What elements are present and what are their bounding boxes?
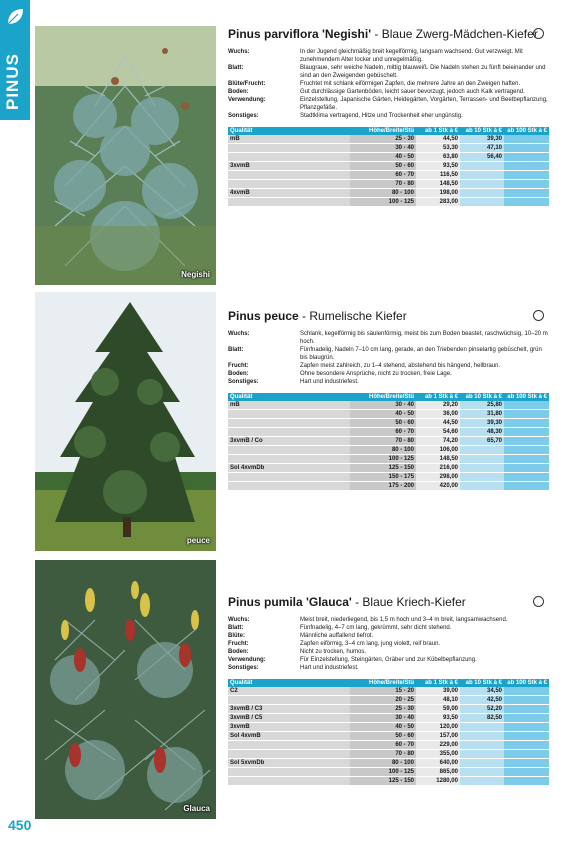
price-1-cell: 39,00 — [416, 687, 460, 696]
attribute-value: Gut durchlässige Gartenböden, leicht sauer bevorzugt, jedoch auch Kalk vertragend. — [300, 89, 525, 95]
price-1-cell: 148,50 — [416, 455, 460, 464]
price-table-header — [228, 679, 549, 687]
attribute-value: Zapfen meist zahlreich, zu 1–4 stehend, abstehend bis hängend, hellbraun. — [300, 363, 501, 369]
size-cell: 80 - 100 — [350, 189, 416, 198]
column-header: Höhe/Breite/Stü — [350, 679, 416, 687]
product-subtitle: - Blaue Zwerg-Mädchen-Kiefer — [371, 27, 538, 41]
quality-cell — [228, 428, 350, 437]
product-title — [228, 308, 549, 324]
attribute-value: Hart und industriefest. — [300, 665, 359, 671]
attribute-key: Wuchs: — [228, 49, 250, 55]
attribute-key: Frucht: — [228, 363, 249, 369]
price-100-cell — [504, 741, 549, 750]
price-100-cell — [504, 437, 549, 446]
attribute-key: Boden: — [228, 371, 249, 377]
price-10-cell: 82,50 — [460, 714, 504, 723]
table-row — [228, 768, 549, 777]
attribute-key: Boden: — [228, 649, 249, 655]
attribute-row — [228, 378, 549, 386]
price-10-cell: 52,20 — [460, 705, 504, 714]
price-100-cell — [504, 144, 549, 153]
table-row — [228, 401, 549, 410]
price-10-cell: 39,30 — [460, 135, 504, 144]
attribute-row — [228, 64, 549, 80]
quality-cell — [228, 144, 350, 153]
table-row — [228, 687, 549, 696]
attribute-key: Wuchs: — [228, 617, 250, 623]
attribute-row — [228, 640, 549, 648]
price-1-cell: 48,10 — [416, 696, 460, 705]
attribute-value: Blaugraue, sehr weiche Nadeln, mittig blauweiß. Die Nadeln stehen zu fünft beieinander und sind an den Zweigenden gebüschelt. — [300, 65, 546, 79]
price-10-cell — [460, 482, 504, 491]
attribute-row — [228, 656, 549, 664]
column-header: ab 100 Stk à € — [504, 127, 549, 135]
price-100-cell — [504, 696, 549, 705]
column-header: Qualität — [228, 127, 350, 135]
price-table — [228, 393, 549, 491]
price-1-cell: 283,00 — [416, 198, 460, 207]
size-cell: 20 - 25 — [350, 696, 416, 705]
price-10-cell — [460, 455, 504, 464]
product-name: Pinus pumila 'Glauca' — [228, 595, 352, 609]
product-photo — [35, 560, 216, 819]
table-row — [228, 741, 549, 750]
size-cell: 80 - 100 — [350, 446, 416, 455]
size-cell: 60 - 70 — [350, 171, 416, 180]
photo-caption: Negishi — [181, 270, 210, 279]
price-1-cell: 36,00 — [416, 410, 460, 419]
price-1-cell: 157,00 — [416, 732, 460, 741]
quality-cell — [228, 482, 350, 491]
price-1-cell: 44,50 — [416, 135, 460, 144]
size-cell: 40 - 50 — [350, 153, 416, 162]
quality-cell: 3xvmB — [228, 723, 350, 732]
table-row — [228, 144, 549, 153]
table-row — [228, 135, 549, 144]
attribute-row — [228, 112, 549, 120]
page-number: 450 — [8, 817, 32, 833]
attribute-key: Blüte/Frucht: — [228, 81, 266, 87]
price-10-cell — [460, 198, 504, 207]
leaf-icon — [4, 6, 26, 28]
attribute-key: Blatt: — [228, 65, 244, 71]
size-cell: 70 - 80 — [350, 750, 416, 759]
quality-cell — [228, 768, 350, 777]
table-row — [228, 759, 549, 768]
price-1-cell: 355,00 — [416, 750, 460, 759]
price-10-cell — [460, 759, 504, 768]
column-header: Qualität — [228, 393, 350, 401]
column-header: ab 1 Stk à € — [416, 393, 460, 401]
size-cell: 175 - 200 — [350, 482, 416, 491]
sun-exposure-icon — [533, 596, 544, 607]
attribute-value: Stadtklima vertragend, Hitze und Trockenheit eher ungünstig. — [300, 113, 463, 119]
quality-cell — [228, 171, 350, 180]
size-cell: 60 - 70 — [350, 428, 416, 437]
price-100-cell — [504, 777, 549, 786]
table-row — [228, 428, 549, 437]
price-10-cell: 34,50 — [460, 687, 504, 696]
table-row — [228, 419, 549, 428]
attribute-value: Ohne besondere Ansprüche, nicht zu trocken, freie Lage. — [300, 371, 452, 377]
size-cell: 125 - 150 — [350, 464, 416, 473]
attribute-key: Blatt: — [228, 625, 244, 631]
price-10-cell: 48,30 — [460, 428, 504, 437]
table-row — [228, 446, 549, 455]
product-photo — [35, 292, 216, 551]
quality-cell — [228, 777, 350, 786]
price-10-cell: 25,80 — [460, 401, 504, 410]
quality-cell — [228, 446, 350, 455]
size-cell: 125 - 150 — [350, 777, 416, 786]
column-header: ab 100 Stk à € — [504, 679, 549, 687]
column-header: ab 100 Stk à € — [504, 393, 549, 401]
size-cell: 25 - 30 — [350, 705, 416, 714]
attribute-row — [228, 48, 549, 64]
price-1-cell: 116,50 — [416, 171, 460, 180]
price-100-cell — [504, 759, 549, 768]
quality-cell: 3xvmB / C5 — [228, 714, 350, 723]
column-header: ab 10 Stk à € — [460, 393, 504, 401]
product-photo — [35, 26, 216, 285]
price-1-cell: 148,50 — [416, 180, 460, 189]
price-10-cell — [460, 464, 504, 473]
size-cell: 100 - 125 — [350, 455, 416, 464]
price-100-cell — [504, 482, 549, 491]
price-10-cell — [460, 473, 504, 482]
quality-cell — [228, 741, 350, 750]
price-1-cell: 59,00 — [416, 705, 460, 714]
photo-caption: peuce — [186, 536, 210, 545]
table-row — [228, 714, 549, 723]
attribute-key: Verwendung: — [228, 97, 266, 103]
attribute-key: Sonstiges: — [228, 665, 259, 671]
attribute-value: Hart und industriefest. — [300, 379, 359, 385]
quality-cell — [228, 180, 350, 189]
table-row — [228, 189, 549, 198]
product-subtitle: - Rumelische Kiefer — [298, 309, 407, 323]
price-100-cell — [504, 750, 549, 759]
category-label: PINUS — [3, 53, 22, 110]
quality-cell — [228, 153, 350, 162]
attribute-row — [228, 80, 549, 88]
quality-cell: 3xvmB — [228, 162, 350, 171]
price-10-cell: 31,80 — [460, 410, 504, 419]
product-title — [228, 26, 549, 42]
category-tab — [0, 0, 30, 120]
price-table-header — [228, 393, 549, 401]
size-cell: 80 - 100 — [350, 759, 416, 768]
price-100-cell — [504, 180, 549, 189]
price-100-cell — [504, 732, 549, 741]
attribute-value: Männliche auffallend tiefrot. — [300, 633, 374, 639]
attribute-key: Sonstiges: — [228, 113, 259, 119]
column-header: ab 10 Stk à € — [460, 679, 504, 687]
column-header: Höhe/Breite/Stü — [350, 393, 416, 401]
price-10-cell — [460, 171, 504, 180]
price-1-cell: 93,50 — [416, 714, 460, 723]
price-100-cell — [504, 428, 549, 437]
attribute-row — [228, 330, 549, 346]
attribute-key: Blüte: — [228, 633, 245, 639]
sun-exposure-icon — [533, 310, 544, 321]
price-1-cell: 44,50 — [416, 419, 460, 428]
price-100-cell — [504, 473, 549, 482]
product-title — [228, 594, 549, 610]
price-1-cell: 216,00 — [416, 464, 460, 473]
size-cell: 50 - 60 — [350, 732, 416, 741]
attribute-row — [228, 616, 549, 624]
size-cell: 25 - 30 — [350, 135, 416, 144]
attribute-value: Schlank, kegelförmig bis säulenförmig, meist bis zum Boden beastet, raschwüchsig, 10–20 m hoch. — [300, 331, 548, 345]
attribute-list — [228, 330, 549, 386]
price-1-cell: 1280,00 — [416, 777, 460, 786]
size-cell: 30 - 40 — [350, 714, 416, 723]
price-100-cell — [504, 446, 549, 455]
column-header: ab 1 Stk à € — [416, 679, 460, 687]
price-10-cell — [460, 732, 504, 741]
quality-cell: Sol 4xvmB — [228, 732, 350, 741]
attribute-key: Wuchs: — [228, 331, 250, 337]
size-cell: 15 - 20 — [350, 687, 416, 696]
price-10-cell — [460, 180, 504, 189]
quality-cell: mB — [228, 401, 350, 410]
column-header: ab 10 Stk à € — [460, 127, 504, 135]
size-cell: 30 - 40 — [350, 144, 416, 153]
price-10-cell: 47,10 — [460, 144, 504, 153]
price-10-cell — [460, 189, 504, 198]
attribute-value: In der Jugend gleichmäßig breit kegelförmig, langsam wachsend. Gut verzweigt. Mit zunehmendem Alter locker und unregelmäßig. — [300, 49, 523, 63]
column-header: Qualität — [228, 679, 350, 687]
attribute-value: Einzelstellung, Japanische Gärten, Heidegärten, Vorgärten, Terrassen- und Beetbepflanzung, Pflanzgefäße. — [300, 97, 548, 111]
size-cell: 40 - 50 — [350, 410, 416, 419]
size-cell: 70 - 80 — [350, 180, 416, 189]
price-100-cell — [504, 714, 549, 723]
table-row — [228, 705, 549, 714]
attribute-key: Boden: — [228, 89, 249, 95]
column-header: ab 1 Stk à € — [416, 127, 460, 135]
table-row — [228, 162, 549, 171]
price-100-cell — [504, 153, 549, 162]
quality-cell — [228, 455, 350, 464]
price-1-cell: 93,50 — [416, 162, 460, 171]
price-100-cell — [504, 401, 549, 410]
size-cell: 40 - 50 — [350, 723, 416, 732]
size-cell: 100 - 125 — [350, 768, 416, 777]
price-100-cell — [504, 162, 549, 171]
quality-cell: 4xvmB — [228, 189, 350, 198]
table-row — [228, 750, 549, 759]
price-1-cell: 229,00 — [416, 741, 460, 750]
quality-cell: 3xvmB / Co — [228, 437, 350, 446]
product-name: Pinus peuce — [228, 309, 299, 323]
size-cell: 30 - 40 — [350, 401, 416, 410]
price-10-cell: 65,70 — [460, 437, 504, 446]
price-100-cell — [504, 410, 549, 419]
price-1-cell: 640,00 — [416, 759, 460, 768]
product-info — [228, 308, 549, 491]
attribute-list — [228, 48, 549, 120]
attribute-value: Nicht zu trocken, humos. — [300, 649, 367, 655]
price-table-header — [228, 127, 549, 135]
price-100-cell — [504, 455, 549, 464]
price-1-cell: 63,80 — [416, 153, 460, 162]
attribute-key: Blatt: — [228, 347, 244, 353]
price-100-cell — [504, 189, 549, 198]
price-10-cell — [460, 768, 504, 777]
price-100-cell — [504, 687, 549, 696]
quality-cell — [228, 473, 350, 482]
price-1-cell: 29,20 — [416, 401, 460, 410]
price-1-cell: 420,00 — [416, 482, 460, 491]
quality-cell — [228, 410, 350, 419]
price-1-cell: 54,60 — [416, 428, 460, 437]
table-row — [228, 180, 549, 189]
price-1-cell: 106,00 — [416, 446, 460, 455]
product-info — [228, 594, 549, 786]
attribute-row — [228, 648, 549, 656]
price-10-cell: 39,30 — [460, 419, 504, 428]
table-row — [228, 153, 549, 162]
quality-cell: Sol 5xvmDb — [228, 759, 350, 768]
column-header: Höhe/Breite/Stü — [350, 127, 416, 135]
price-10-cell — [460, 723, 504, 732]
product-subtitle: - Blaue Kriech-Kiefer — [351, 595, 466, 609]
size-cell: 50 - 60 — [350, 162, 416, 171]
photo-caption: Glauca — [183, 804, 210, 813]
table-row — [228, 696, 549, 705]
price-10-cell — [460, 162, 504, 171]
price-100-cell — [504, 171, 549, 180]
quality-cell: mB — [228, 135, 350, 144]
price-100-cell — [504, 464, 549, 473]
price-100-cell — [504, 723, 549, 732]
quality-cell: 3xvmB / C3 — [228, 705, 350, 714]
attribute-value: Fünfnadelig, Nadeln 7–10 cm lang, gerade, an den Triebenden pinselartig gebüschelt, grün bis blaugrün. — [300, 347, 542, 361]
price-100-cell — [504, 198, 549, 207]
attribute-value: Fünfnadelig, 4–7 cm lang, gekrümmt, sehr dicht stehend. — [300, 625, 452, 631]
price-10-cell: 56,40 — [460, 153, 504, 162]
price-1-cell: 865,00 — [416, 768, 460, 777]
attribute-key: Sonstiges: — [228, 379, 259, 385]
price-1-cell: 298,00 — [416, 473, 460, 482]
quality-cell — [228, 198, 350, 207]
price-100-cell — [504, 768, 549, 777]
attribute-key: Verwendung: — [228, 657, 266, 663]
price-1-cell: 120,00 — [416, 723, 460, 732]
attribute-row — [228, 624, 549, 632]
product-info — [228, 26, 549, 207]
table-row — [228, 723, 549, 732]
table-row — [228, 437, 549, 446]
size-cell: 70 - 80 — [350, 437, 416, 446]
price-10-cell — [460, 446, 504, 455]
size-cell: 150 - 175 — [350, 473, 416, 482]
quality-cell: C2 — [228, 687, 350, 696]
price-1-cell: 74,20 — [416, 437, 460, 446]
price-100-cell — [504, 135, 549, 144]
table-row — [228, 198, 549, 207]
price-10-cell: 42,50 — [460, 696, 504, 705]
attribute-row — [228, 88, 549, 96]
product-name: Pinus parviflora 'Negishi' — [228, 27, 372, 41]
attribute-key: Frucht: — [228, 641, 249, 647]
attribute-row — [228, 346, 549, 362]
quality-cell: Sol 4xvmDb — [228, 464, 350, 473]
attribute-row — [228, 664, 549, 672]
price-10-cell — [460, 750, 504, 759]
price-table — [228, 127, 549, 207]
attribute-value: Zapfen eiförmig, 3–4 cm lang, jung violett, reif braun. — [300, 641, 441, 647]
price-table — [228, 679, 549, 786]
price-100-cell — [504, 705, 549, 714]
attribute-row — [228, 96, 549, 112]
attribute-value: Für Einzelstellung, Steingärten, Gräber und zur Kübelbepflanzung. — [300, 657, 477, 663]
quality-cell — [228, 419, 350, 428]
price-10-cell — [460, 741, 504, 750]
table-row — [228, 482, 549, 491]
attribute-row — [228, 370, 549, 378]
table-row — [228, 732, 549, 741]
table-row — [228, 464, 549, 473]
size-cell: 100 - 125 — [350, 198, 416, 207]
quality-cell — [228, 750, 350, 759]
quality-cell — [228, 696, 350, 705]
price-1-cell: 53,30 — [416, 144, 460, 153]
attribute-value: Meist breit, niederliegend, bis 1,5 m hoch und 3–4 m breit, langsamwachsend. — [300, 617, 508, 623]
size-cell: 50 - 60 — [350, 419, 416, 428]
table-row — [228, 777, 549, 786]
attribute-row — [228, 362, 549, 370]
table-row — [228, 455, 549, 464]
price-100-cell — [504, 419, 549, 428]
attribute-list — [228, 616, 549, 672]
size-cell: 60 - 70 — [350, 741, 416, 750]
attribute-row — [228, 632, 549, 640]
table-row — [228, 410, 549, 419]
attribute-value: Fruchtet mit schlank eiförmigen Zapfen, die mehrere Jahre an den Zweigen haften. — [300, 81, 521, 87]
price-10-cell — [460, 777, 504, 786]
table-row — [228, 171, 549, 180]
table-row — [228, 473, 549, 482]
sun-exposure-icon — [533, 28, 544, 39]
price-1-cell: 198,00 — [416, 189, 460, 198]
